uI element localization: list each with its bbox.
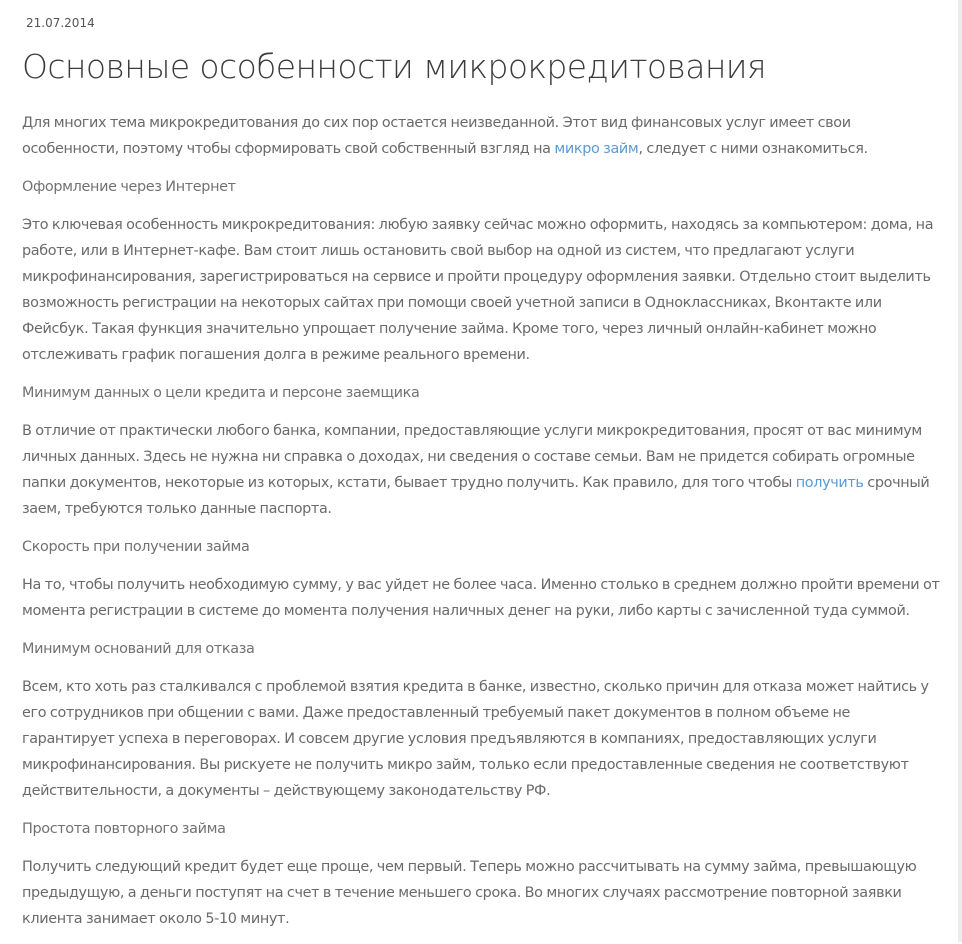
page-title: Основные особенности микрокредитования [22, 47, 766, 86]
paragraph-repeat-loan: Получить следующий кредит будет еще проще, чем первый. Теперь можно рассчитывать на сумму займа, превышающую предыдущую, а деньги поступят на счет в течение меньшего срока. Во многих случаях рассмотрение повторной заявки клиента занимает около 5-10 минут. [22, 859, 917, 927]
paragraph-refusal: Всем, кто хоть раз сталкивался с проблемой взятия кредита в банке, известно, сколько причин для отказа может найтись у его сотрудников при общении с вами. Даже предоставленный требуемый пакет документов в полном объеме не гарантирует успеха в переговорах. И совсем другие условия предъявляются в компаниях, предоставляющих услуги микрофинансирования. Вы рискуете не получить микро займ, только если предоставленные сведения не соответствуют действительности, а документы – действующему законодательству РФ. [22, 679, 929, 799]
subheading-minimum-data: Минимум данных о цели кредита и персоне заемщика [22, 385, 420, 401]
article-body [22, 110, 942, 944]
subheading-refusal: Минимум оснований для отказа [22, 641, 255, 657]
intro-text-after: , следует с ними ознакомиться. [638, 141, 868, 157]
scrollbar-edge[interactable] [958, 0, 962, 942]
subheading-repeat-loan: Простота повторного займа [22, 821, 226, 837]
minimum-data-text-after: срочный заем, требуются только данные паспорта. [22, 475, 930, 517]
subheading-online: Оформление через Интернет [22, 179, 236, 195]
paragraph-online: Это ключевая особенность микрокредитования: любую заявку сейчас можно оформить, находясь за компьютером: дома, на работе, или в Интернет-кафе. Вам стоит лишь остановить свой выбор на одной из систем, что предлагают услуги микрофинансирования, зарегистрироваться на сервисе и пройти процедуру оформления заявки. Отдельно стоит выделить возможность регистрации на некоторых сайтах при помощи своей учетной записи в Одноклассниках, Вконтакте или Фейсбук. Такая функция значительно упрощает получение займа. Кроме того, через личный онлайн-кабинет можно отслеживать график погашения долга в режиме реального времени. [22, 217, 934, 363]
paragraph-minimum-data [22, 418, 942, 522]
subheading-speed: Скорость при получении займа [22, 539, 250, 555]
minimum-data-text-before: В отличие от практически любого банка, компании, предоставляющие услуги микрокредитования, просят от вас минимум личных данных. Здесь не нужна ни справка о доходах, ни сведения о составе семьи. Вам не придется собирать огромные папки документов, некоторые из которых, кстати, бывает трудно получить. Как правило, для того чтобы [22, 423, 922, 491]
paragraph-speed: На то, чтобы получить необходимую сумму, у вас уйдет не более часа. Именно столько в среднем должно пройти времени от момента регистрации в системе до момента получения наличных денег на руки, либо карты с зачисленной туда суммой. [22, 577, 940, 619]
paragraph-intro [22, 110, 942, 162]
intro-text-before: Для многих тема микрокредитования до сих пор остается неизведанной. Этот вид финансовых услуг имеет свои особенности, поэтому чтобы сформировать свой собственный взгляд на [22, 115, 851, 157]
post-date: 21.07.2014 [26, 16, 95, 30]
get-loan-link[interactable]: получить [795, 475, 864, 491]
micro-loan-link[interactable]: микро займ [554, 141, 639, 157]
